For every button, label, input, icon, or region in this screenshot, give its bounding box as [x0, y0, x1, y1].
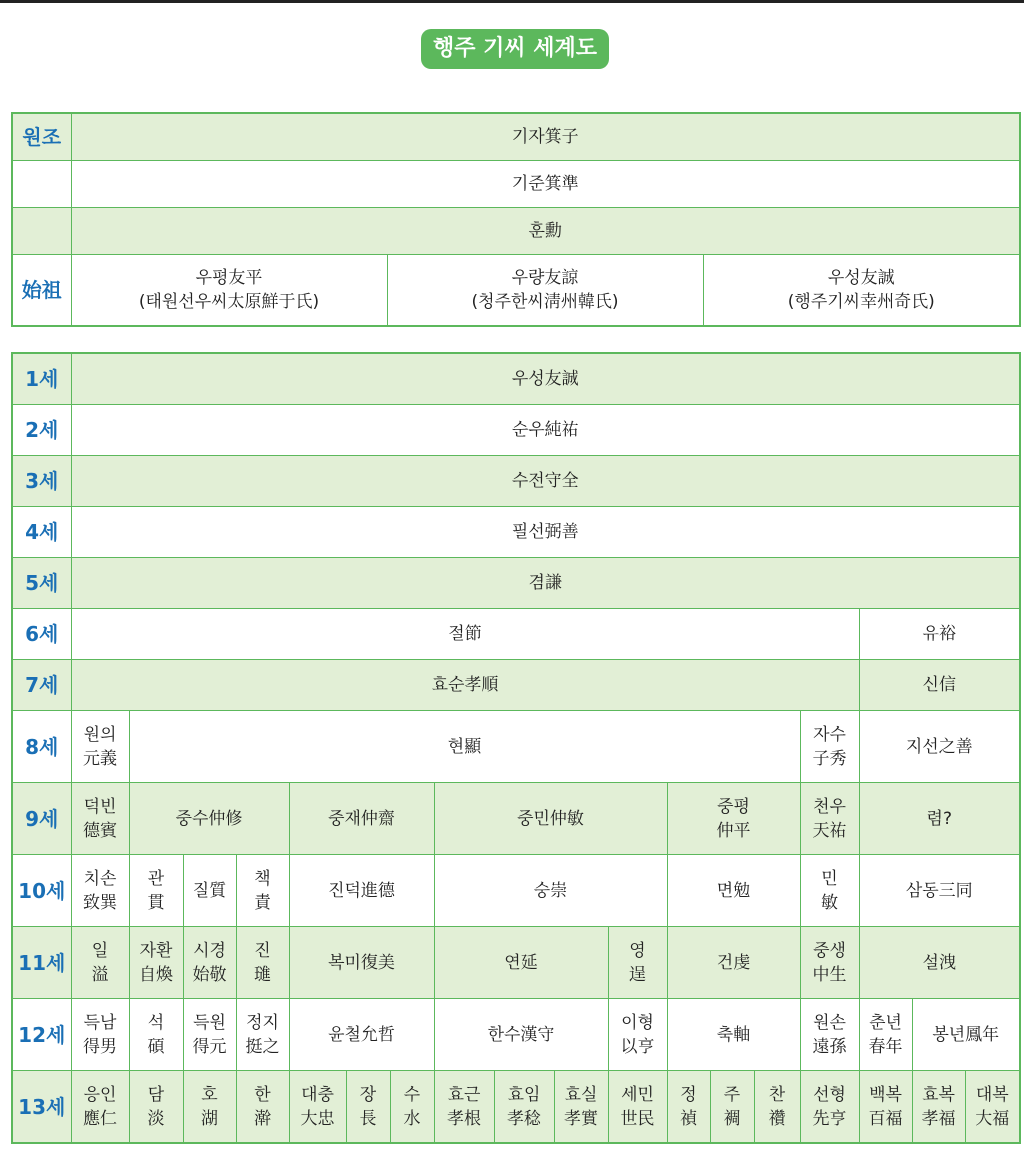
- gen-label: 12세: [12, 999, 71, 1071]
- person-cell: 유裕: [859, 609, 1020, 660]
- gen-label: 11세: [12, 927, 71, 999]
- person-cell: 득원 得元: [183, 999, 236, 1071]
- person-cell: 찬 禶: [754, 1071, 800, 1144]
- gen-label: 10세: [12, 855, 71, 927]
- cell-gijun: 기준箕準: [71, 161, 1020, 208]
- person-cell: 중민仲敏: [434, 783, 667, 855]
- person-cell: 진 璡: [236, 927, 289, 999]
- person-cell: 수 水: [390, 1071, 434, 1144]
- person-cell: 이형 以亨: [608, 999, 667, 1071]
- row-hun: [12, 208, 1020, 255]
- person-cell: 대충 大忠: [289, 1071, 346, 1144]
- person-cell: 시경 始敬: [183, 927, 236, 999]
- person-cell: 세민 世民: [608, 1071, 667, 1144]
- person-cell: 춘년 春年: [859, 999, 912, 1071]
- person-cell: 응인 應仁: [71, 1071, 129, 1144]
- gen-label: 5세: [12, 558, 71, 609]
- person-cell: 책 責: [236, 855, 289, 927]
- gen-label: 8세: [12, 711, 71, 783]
- top-border-line: [0, 0, 1024, 3]
- person-cell: 효실 孝實: [554, 1071, 608, 1144]
- label-wonjo: 원조: [12, 113, 71, 161]
- person-cell: 자수 子秀: [800, 711, 859, 783]
- person-cell: 대복 大福: [965, 1071, 1020, 1144]
- row-gen-12: [12, 999, 1020, 1071]
- row-gen-6: [12, 609, 1020, 660]
- person-cell: 효복 孝福: [912, 1071, 965, 1144]
- row-gen-11: [12, 927, 1020, 999]
- person-cell: 설洩: [859, 927, 1020, 999]
- person-cell: 수전守全: [71, 456, 1020, 507]
- person-cell: 중평 仲平: [667, 783, 800, 855]
- person-cell: 일 溢: [71, 927, 129, 999]
- person-cell: 절節: [71, 609, 859, 660]
- person-cell: 지선之善: [859, 711, 1020, 783]
- sijo-name: 우량友諒: [511, 268, 579, 288]
- person-cell: 숭崇: [434, 855, 667, 927]
- row-gen-10: [12, 855, 1020, 927]
- generation-table: [11, 352, 1021, 1144]
- gen-label: 9세: [12, 783, 71, 855]
- person-cell: 천우 天祐: [800, 783, 859, 855]
- person-cell: 렴?: [859, 783, 1020, 855]
- cell-hun: 훈勳: [71, 208, 1020, 255]
- row-gen-4: [12, 507, 1020, 558]
- person-cell: 면勉: [667, 855, 800, 927]
- person-cell: 한 澣: [236, 1071, 289, 1144]
- person-cell: 호 湖: [183, 1071, 236, 1144]
- person-cell: 정 禎: [667, 1071, 710, 1144]
- gen-label: 2세: [12, 405, 71, 456]
- person-cell: 영 逞: [608, 927, 667, 999]
- row-gen-7: [12, 660, 1020, 711]
- ancestor-table: [11, 112, 1021, 327]
- person-cell: 중재仲齋: [289, 783, 434, 855]
- row-gija: [12, 113, 1020, 161]
- person-cell: 효임 孝稔: [494, 1071, 554, 1144]
- person-cell: 현顯: [129, 711, 800, 783]
- row-gen-13: [12, 1071, 1020, 1144]
- gen-label: 1세: [12, 353, 71, 405]
- person-cell: 축軸: [667, 999, 800, 1071]
- gen-label: 13세: [12, 1071, 71, 1144]
- person-cell: 윤철允哲: [289, 999, 434, 1071]
- sijo-clan: (태원선우씨太原鮮于氏): [138, 292, 320, 312]
- row-gijun: [12, 161, 1020, 208]
- person-cell: 연延: [434, 927, 608, 999]
- cell-sijo-useong: [703, 255, 1020, 327]
- person-cell: 중생 中生: [800, 927, 859, 999]
- person-cell: 봉년鳳年: [912, 999, 1020, 1071]
- gen-label: 7세: [12, 660, 71, 711]
- row-gen-9: [12, 783, 1020, 855]
- person-cell: 장 長: [346, 1071, 390, 1144]
- person-cell: 민 敏: [800, 855, 859, 927]
- row-sijo: [12, 255, 1020, 327]
- person-cell: 자환 自煥: [129, 927, 183, 999]
- person-cell: 득남 得男: [71, 999, 129, 1071]
- label-empty: [12, 208, 71, 255]
- person-cell: 선형 先亨: [800, 1071, 859, 1144]
- gen-label: 3세: [12, 456, 71, 507]
- person-cell: 효순孝順: [71, 660, 859, 711]
- row-gen-1: [12, 353, 1020, 405]
- person-cell: 담 淡: [129, 1071, 183, 1144]
- person-cell: 효근 孝根: [434, 1071, 494, 1144]
- label-sijo: 始祖: [12, 255, 71, 327]
- person-cell: 원의 元義: [71, 711, 129, 783]
- person-cell: 주 裯: [710, 1071, 754, 1144]
- person-cell: 석 碩: [129, 999, 183, 1071]
- row-gen-5: [12, 558, 1020, 609]
- person-cell: 한수漢守: [434, 999, 608, 1071]
- row-gen-3: [12, 456, 1020, 507]
- person-cell: 복미復美: [289, 927, 434, 999]
- cell-sijo-upyeong: [71, 255, 387, 327]
- person-cell: 덕빈 德賓: [71, 783, 129, 855]
- person-cell: 질質: [183, 855, 236, 927]
- person-cell: 원손 遠孫: [800, 999, 859, 1071]
- person-cell: 우성友誠: [71, 353, 1020, 405]
- person-cell: 필선弼善: [71, 507, 1020, 558]
- row-gen-2: [12, 405, 1020, 456]
- row-gen-8: [12, 711, 1020, 783]
- person-cell: 삼동三同: [859, 855, 1020, 927]
- cell-gija: 기자箕子: [71, 113, 1020, 161]
- person-cell: 신信: [859, 660, 1020, 711]
- person-cell: 진덕進德: [289, 855, 434, 927]
- gen-label: 4세: [12, 507, 71, 558]
- person-cell: 치손 致巽: [71, 855, 129, 927]
- person-cell: 중수仲修: [129, 783, 289, 855]
- sijo-clan: (청주한씨淸州韓氏): [471, 292, 619, 312]
- person-cell: 순우純祐: [71, 405, 1020, 456]
- person-cell: 정지 挺之: [236, 999, 289, 1071]
- person-cell: 건虔: [667, 927, 800, 999]
- person-cell: 겸謙: [71, 558, 1020, 609]
- gen-label: 6세: [12, 609, 71, 660]
- sijo-name: 우성友誠: [827, 268, 895, 288]
- cell-sijo-uryang: [387, 255, 703, 327]
- sijo-clan: (행주기씨幸州奇氏): [787, 292, 935, 312]
- sijo-name: 우평友平: [195, 268, 263, 288]
- person-cell: 백복 百福: [859, 1071, 912, 1144]
- page-title: 행주 기씨 세계도: [421, 29, 609, 69]
- label-empty: [12, 161, 71, 208]
- person-cell: 관 貫: [129, 855, 183, 927]
